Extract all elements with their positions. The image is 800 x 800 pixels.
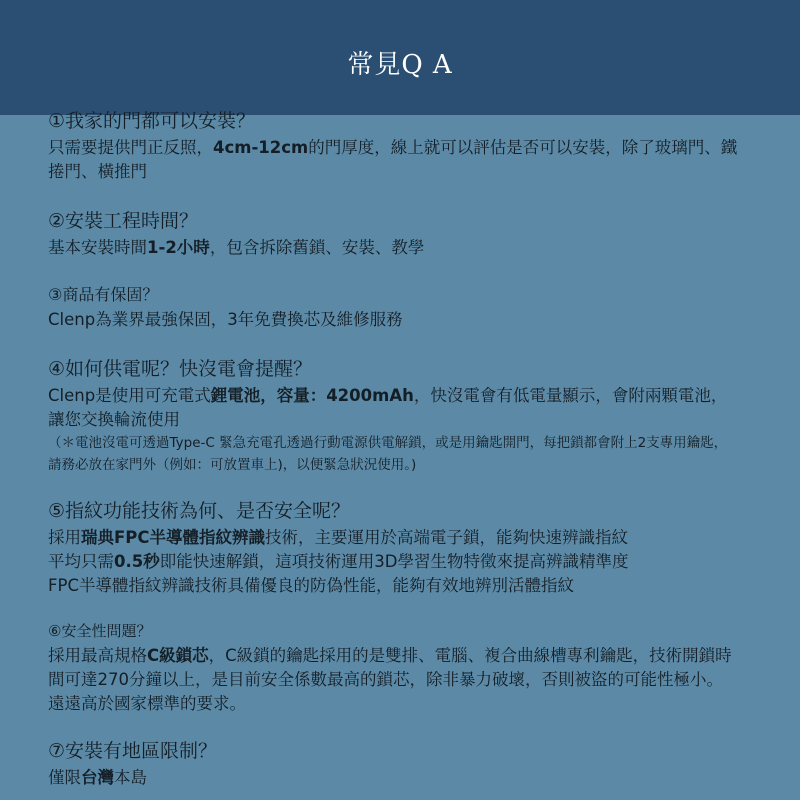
faq-answer-6: 採用最高規格C級鎖芯，C級鎖的鑰匙採用的是雙排、電腦、複合曲線槽專利鑰匙，技術開鎖時間可達270分鐘以上，是目前安全係數最高的鎖芯，除非暴力破壞，否則被盜的可能性極小。遠遠高於國家標準的要求。 [48,646,732,713]
faq-item-6 [48,618,738,716]
header-banner [0,0,800,115]
faq-answer-1: 只需要提供門正反照，4cm-12cm的門厚度，線上就可以評估是否可以安裝，除了玻璃門、鐵捲門、橫推門 [48,138,738,181]
faq-question-3: ③商品有保固？ [48,285,159,304]
faq-answer-5-line-1: 採用瑞典FPC半導體指紋辨識技術，主要運用於高端電子鎖，能夠快速辨識指紋 [48,528,628,547]
faq-item-5 [48,496,738,598]
faq-answer-5-line-2: 平均只需0.5秒即能快速解鎖，這項技術運用3D學習生物特徵來提高辨識精準度 [48,552,629,571]
faq-item-1 [48,106,738,184]
faq-item-7 [48,736,738,790]
faq-answer-2: 基本安裝時間1-2小時，包含拆除舊鎖、安裝、教學 [48,238,425,257]
faq-question-1: ①我家的門都可以安裝？ [48,110,256,132]
faq-answer-7: 僅限台灣本島 [48,768,147,787]
faq-answer-5-line-3: FPC半導體指紋辨識技術具備優良的防偽性能，能夠有效地辨別活體指紋 [48,576,574,595]
page-title: 常見Q A [347,50,453,80]
faq-question-2: ②安裝工程時間？ [48,210,199,232]
faq-question-7: ⑦安裝有地區限制？ [48,740,218,762]
faq-answer-3: Clenp為業界最強保固，3年免費換芯及維修服務 [48,310,403,329]
faq-question-5: ⑤指紋功能技術為何、是否安全呢？ [48,500,351,522]
faq-item-3 [48,282,738,332]
faq-answer-4: Clenp是使用可充電式鋰電池，容量：4200mAh，快沒電會有低電量顯示，會附兩顆電池，讓您交換輪流使用 [48,386,728,429]
faq-note-4: （＊電池沒電可透過Type-C 緊急充電孔透過行動電源供電解鎖，或是用鑰匙開門，每把鎖都會附上2支專用鑰匙，請務必放在家門外（例如：可放置車上)，以便緊急狀況使用。) [48,435,728,473]
faq-question-6: ⑥安全性問題？ [48,622,152,640]
faq-item-2 [48,206,738,260]
faq-question-4: ④如何供電呢？快沒電會提醒？ [48,358,313,380]
faq-content [48,106,738,790]
faq-item-4 [48,354,738,476]
